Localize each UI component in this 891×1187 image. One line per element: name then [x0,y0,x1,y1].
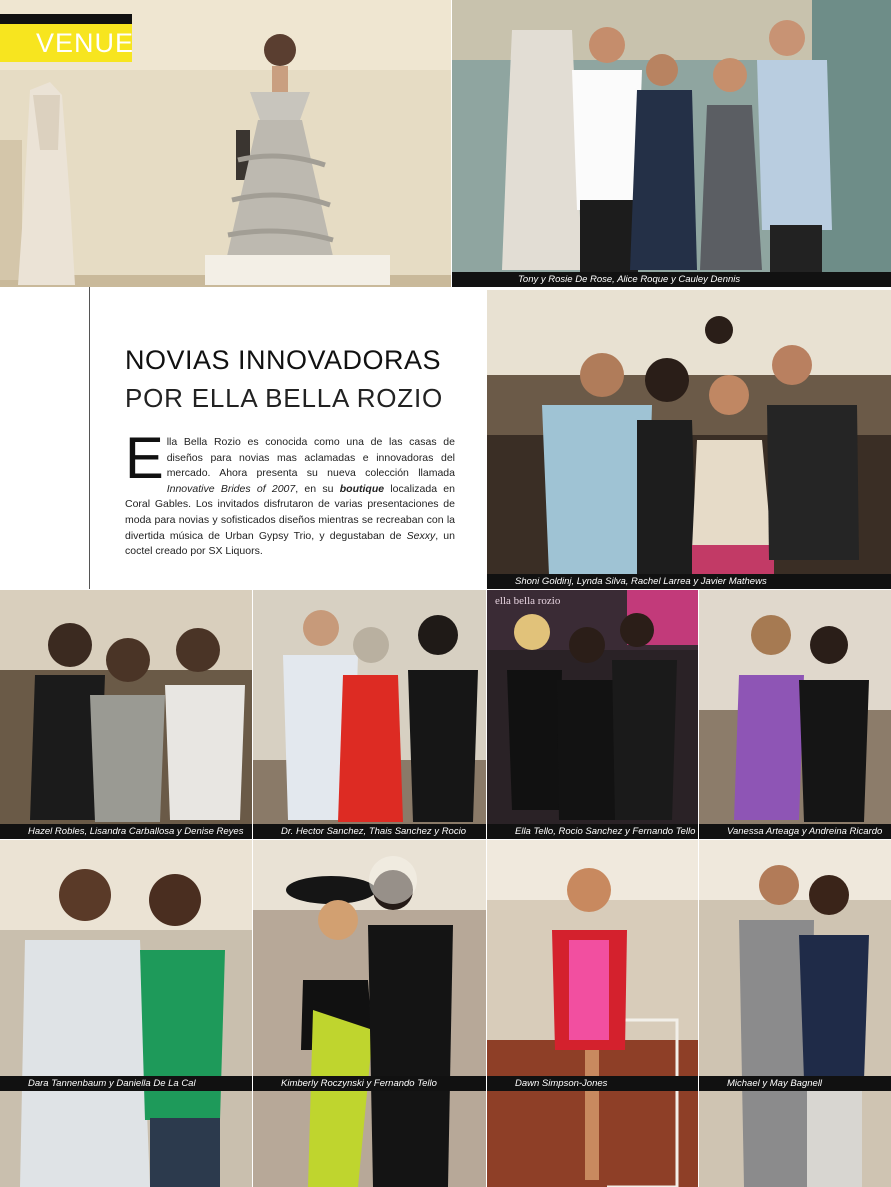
caption-row2-2: Dr. Hector Sanchez, Thais Sanchez y Rocio [253,824,486,839]
body-strong-boutique: boutique [339,482,385,495]
caption-mid-right: Shoni Goldinj, Lynda Silva, Rachel Larrea y Javier Mathews [487,574,891,589]
article-body [125,426,455,560]
photo-de-rose-group [452,0,891,287]
body-text-2: , en su [295,482,340,495]
body-text-3: localizada en Coral Gables. Los invitados disfrutaron de varias presentaciones de moda para novias y sofisticados diseños mientras se recreaban con la divertida música de Urban Gypsy Trio, y degustaban de [125,482,455,542]
photo-tannenbaum-group [0,840,252,1187]
photo-bagnell-group [699,840,891,1187]
drop-cap: E [125,426,164,491]
photo-tello-group [487,590,698,839]
headline-line2: POR ELLA BELLA ROZIO [125,383,444,413]
headline-line1: NOVIAS INNOVADORAS [125,345,442,375]
caption-row2-3: Ella Tello, Rocio Sanchez y Fernando Tello [487,824,698,839]
photo-arteaga-group [699,590,891,839]
caption-row2-4: Vanessa Arteaga y Andreina Ricardo [699,824,891,839]
section-tab-label: VENUE [36,28,135,58]
column-rule [89,287,90,589]
photo-sanchez-group [253,590,486,839]
backdrop-text: ella bella rozio [495,595,561,607]
photo-goldinj-group [487,290,891,589]
body-emphasis-cocktail: Sexxy [406,529,436,542]
caption-row3-1: Dara Tannenbaum y Daniella De La Cal [0,1076,252,1091]
section-tab [0,14,135,62]
caption-row3-4: Michael y May Bagnell [699,1076,891,1091]
body-text-1: lla Bella Rozio es conocida como una de las casas de diseños para novias mas aclamadas e innovadoras del mercado. Ahora presenta su nueva colección llamada [166,436,455,480]
photo-simpson-jones [487,840,698,1187]
caption-top-right: Tony y Rosie De Rose, Alice Roque y Cauley Dennis [452,272,891,287]
article [0,287,486,589]
photo-robles-group [0,590,252,839]
photo-roczynski-group [253,840,486,1187]
caption-row2-1: Hazel Robles, Lisandra Carballosa y Denise Reyes [0,824,252,839]
caption-row3-3: Dawn Simpson-Jones [487,1076,698,1091]
body-emphasis-collection: Innovative Brides of 2007 [166,482,296,495]
body-text-4: , un coctel creado por SX Liquors. [125,529,455,558]
caption-row3-2: Kimberly Roczynski y Fernando Tello [253,1076,486,1091]
